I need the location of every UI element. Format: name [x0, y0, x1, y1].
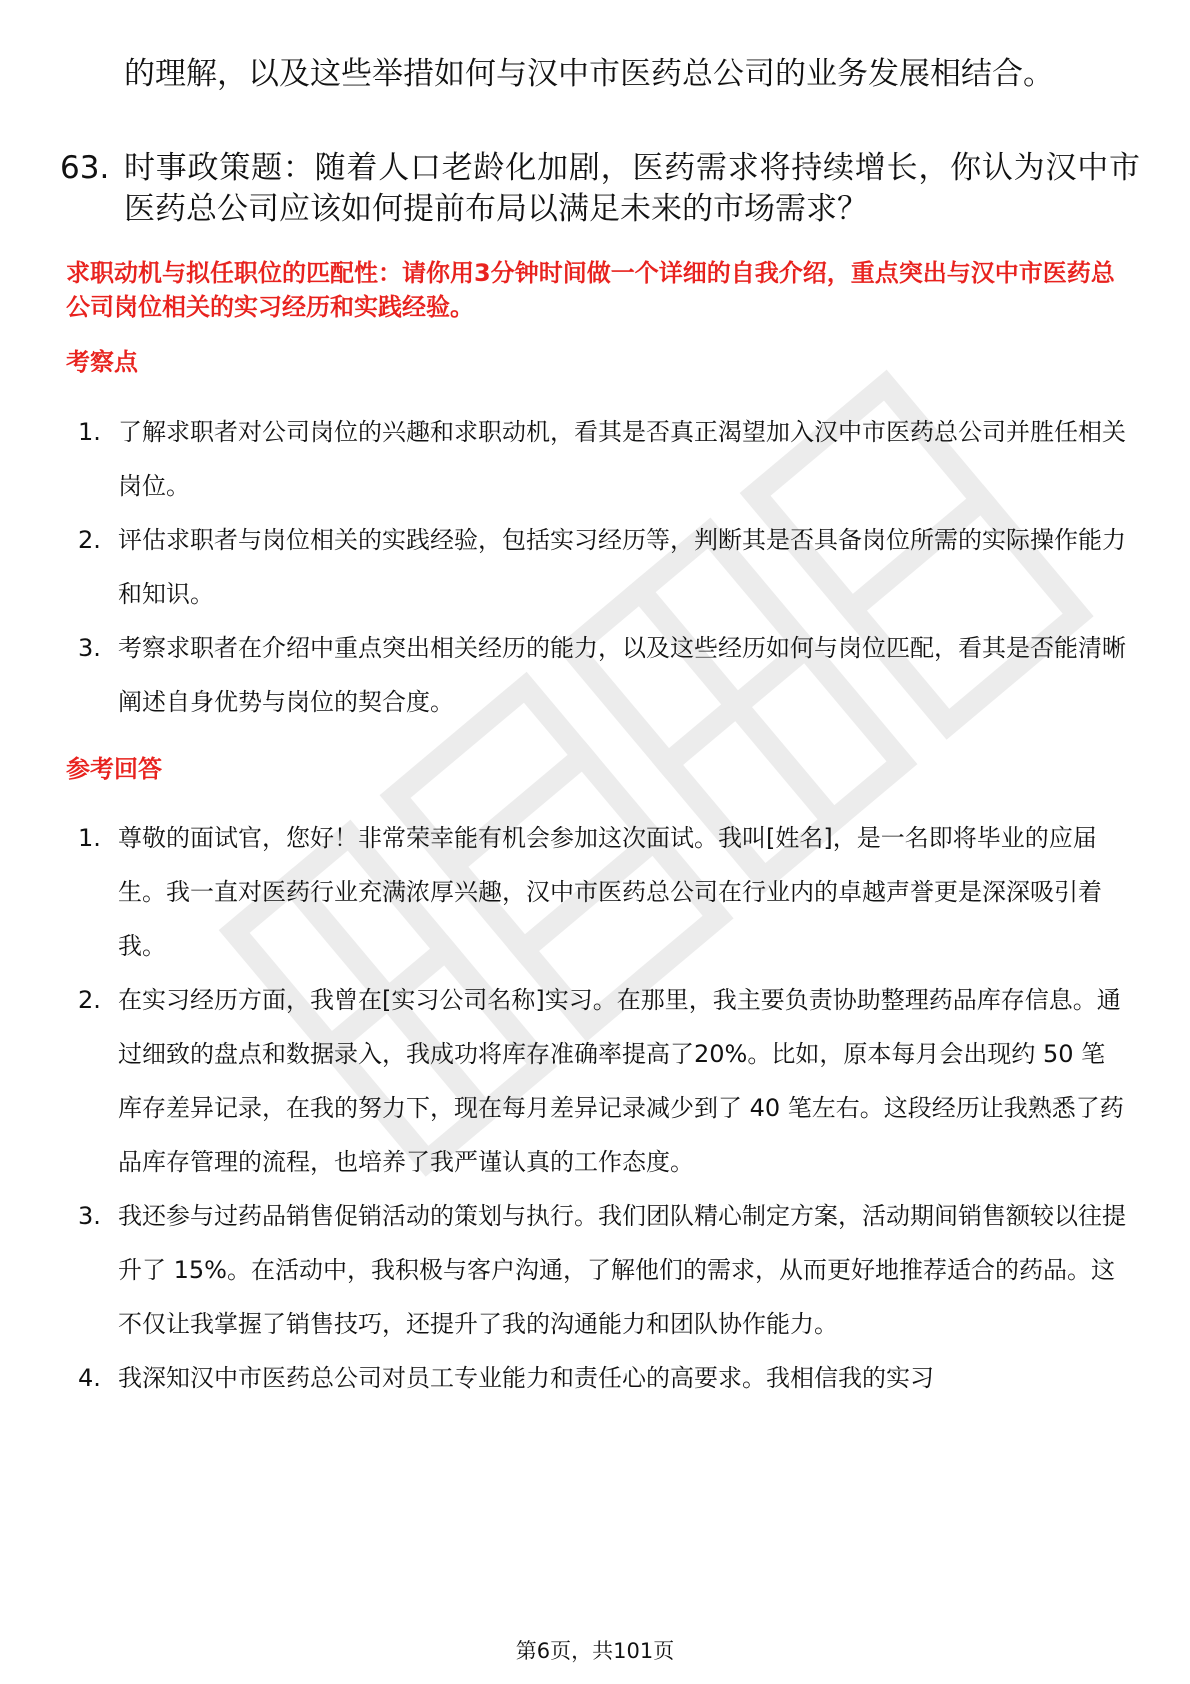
item-text: 在实习经历方面，我曾在[实习公司名称]实习。在那里，我主要负责协助整理药品库存信息。通过细致的盘点和数据录入，我成功将库存准确率提高了20%。比如，原本每月会出现约 50 笔库存差异记录，在我的努力下，现在每月差异记录减少到了 40 笔左右。这段经历让我熟悉了药品库存管理的流程，也培养了我严谨认真的工作态度。 [118, 986, 1124, 1176]
question-text: 时事政策题：随着人口老龄化加剧，医药需求将持续增长，你认为汉中市医药总公司应该如何提前布局以满足未来的市场需求？ [124, 150, 1140, 227]
item-text: 我深知汉中市医药总公司对员工专业能力和责任心的高要求。我相信我的实习 [118, 1364, 934, 1392]
answer-heading: 参考回答 [66, 755, 162, 783]
item-number: 1. [78, 418, 101, 446]
item-text: 考察求职者在介绍中重点突出相关经历的能力，以及这些经历如何与岗位匹配，看其是否能清晰阐述自身优势与岗位的契合度。 [118, 634, 1126, 716]
list-item [78, 811, 1128, 973]
section-title: 求职动机与拟任职位的匹配性：请你用3分钟时间做一个详细的自我介绍，重点突出与汉中市医药总公司岗位相关的实习经历和实践经验。 [66, 259, 1115, 321]
page-footer: 第6页，共101页 [515, 1639, 675, 1663]
list-item [78, 405, 1128, 513]
list-item [78, 973, 1128, 1189]
list-item [78, 513, 1128, 621]
item-text: 评估求职者与岗位相关的实践经验，包括实习经历等，判断其是否具备岗位所需的实际操作能力和知识。 [118, 526, 1126, 608]
item-number: 3. [78, 634, 101, 662]
question-63 [60, 148, 1140, 230]
item-number: 3. [78, 1202, 101, 1230]
item-number: 2. [78, 986, 101, 1014]
item-number: 2. [78, 526, 101, 554]
item-number: 4. [78, 1364, 101, 1392]
item-text: 尊敬的面试官，您好！非常荣幸能有机会参加这次面试。我叫[姓名]，是一名即将毕业的应届生。我一直对医药行业充满浓厚兴趣，汉中市医药总公司在行业内的卓越声誉更是深深吸引着我。 [118, 824, 1102, 960]
list-item [78, 1351, 1128, 1405]
list-item [78, 1189, 1128, 1351]
points-list [78, 405, 1128, 729]
previous-question-text: 的理解，以及这些举措如何与汉中市医药总公司的业务发展相结合。 [124, 56, 1054, 92]
previous-question-tail [60, 54, 1140, 136]
item-text: 了解求职者对公司岗位的兴趣和求职动机，看其是否真正渴望加入汉中市医药总公司并胜任相关岗位。 [118, 418, 1126, 500]
list-item [78, 621, 1128, 729]
item-number: 1. [78, 824, 101, 852]
question-number: 63. [60, 150, 110, 186]
points-heading: 考察点 [66, 348, 138, 376]
item-text: 我还参与过药品销售促销活动的策划与执行。我们团队精心制定方案，活动期间销售额较以往提升了 15%。在活动中，我积极与客户沟通，了解他们的需求，从而更好地推荐适合的药品。这不仅让我掌握了销售技巧，还提升了我的沟通能力和团队协作能力。 [118, 1202, 1126, 1338]
answer-list [78, 811, 1128, 1405]
